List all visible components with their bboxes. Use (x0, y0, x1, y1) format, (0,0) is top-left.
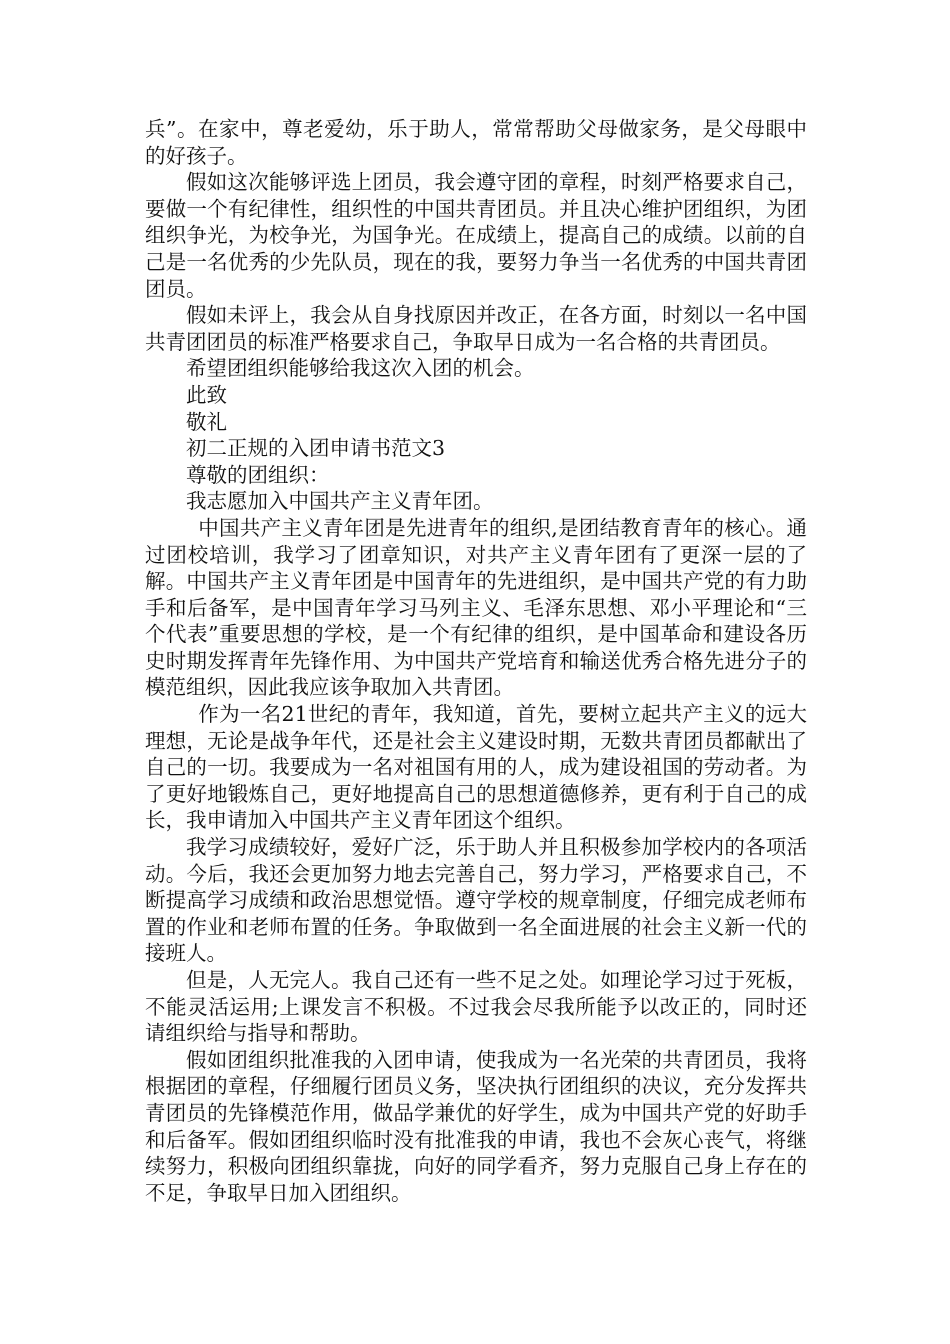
closing-regards: 敬礼 (186, 409, 227, 434)
closing-salutation: 此致 (186, 382, 227, 407)
paragraph-study: 我学习成绩较好，爱好广泛，乐于助人并且积极参加学校内的各项活动。今后，我还会更加努力地去完善自己，努力学习，严格要求自己，不断提高学习成绩和政治思想觉悟。遵守学校的规章制度，仔细完成老师布置的作业和老师布置的任务。争取做到一名全面进展的社会主义新一代的接班人。 (145, 835, 807, 966)
paragraph-commitment: 假如这次能够评选上团员，我会遵守团的章程，时刻严格要求自己，要做一个有纪律性，组织性的中国共青团员。并且决心维护团组织，为团组织争光，为校争光，为国争光。在成绩上，提高自己的成绩。以前的自己是一名优秀的少先队员，现在的我，要努力争当一名优秀的中国共青团团员。 (145, 170, 807, 301)
section-title: 初二正规的入团申请书范文3 (186, 436, 446, 461)
document-body (145, 116, 807, 1206)
paragraph-ideals: 作为一名21世纪的青年，我知道，首先，要树立起共产主义的远大理想，无论是战争年代，还是社会主义建设时期，无数共青团员都献出了自己的一切。我要成为一名对祖国有用的人，成为建设祖国的劳动者。为了更好地锻炼自己，更好地提高自己的思想道德修养，更有利于自己的成长，我申请加入中国共产主义青年团这个组织。 (145, 702, 807, 833)
greeting: 尊敬的团组织： (186, 462, 330, 487)
paragraph-continuation: 兵”。在家中，尊老爱幼，乐于助人，常常帮助父母做家务，是父母眼中的好孩子。 (145, 117, 807, 168)
paragraph-shortcomings: 但是，人无完人。我自己还有一些不足之处。如理论学习过于死板，不能灵活运用;上课发言不积极。不过我会尽我所能予以改正的，同时还请组织给与指导和帮助。 (145, 968, 807, 1046)
paragraph-about-league: 中国共产主义青年团是先进青年的组织,是团结教育青年的核心。通过团校培训，我学习了团章知识，对共产主义青年团有了更深一层的了解。中国共产主义青年团是中国青年的先进组织，是中国共产党的有力助手和后备军，是中国青年学习马列主义、毛泽东思想、邓小平理论和“三个代表”重要思想的学校，是一个有纪律的组织，是中国革命和建设各历史时期发挥青年先锋作用、为中国共产党培育和输送优秀合格先进分子的模范组织，因此我应该争取加入共青团。 (145, 515, 807, 700)
paragraph-if-not-selected: 假如未评上，我会从自身找原因并改正，在各方面，时刻以一名中国共青团团员的标准严格要求自己，争取早日成为一名合格的共青团员。 (145, 303, 807, 354)
paragraph-intent: 我志愿加入中国共产主义青年团。 (186, 489, 494, 514)
paragraph-hope: 希望团组织能够给我这次入团的机会。 (186, 356, 535, 381)
paragraph-conclusion: 假如团组织批准我的入团申请，使我成为一名光荣的共青团员，我将根据团的章程，仔细履行团员义务，坚决执行团组织的决议，充分发挥共青团员的先锋模范作用，做品学兼优的好学生，成为中国共产党的好助手和后备军。假如团组织临时没有批准我的申请，我也不会灰心丧气，将继续努力，积极向团组织靠拢，向好的同学看齐，努力克服自己身上存在的不足，争取早日加入团组织。 (145, 1047, 807, 1205)
